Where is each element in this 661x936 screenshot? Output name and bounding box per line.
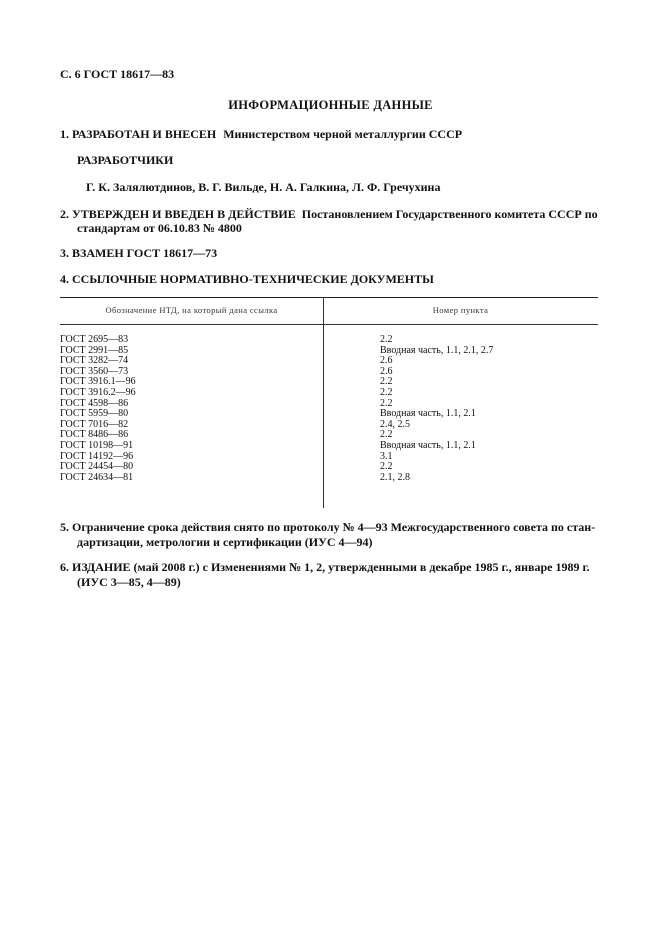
table-body	[60, 335, 598, 483]
page-title: ИНФОРМАЦИОННЫЕ ДАННЫЕ	[228, 98, 433, 112]
document-cell: ГОСТ 8486—86	[60, 429, 129, 441]
clause-cell: 2.2	[380, 429, 393, 441]
clause-cell: 2.6	[380, 355, 393, 367]
section-5-line2: дартизации, метрологии и сертификации (ИУС 4—94)	[77, 535, 373, 549]
document-cell: ГОСТ 3282—74	[60, 355, 129, 367]
section-2-text-line1: Постановлением Государственного комитета СССР по	[301, 207, 598, 221]
document-cell: ГОСТ 10198—91	[60, 439, 134, 451]
table-top-rule	[60, 297, 598, 298]
clause-cell: 2.2	[380, 334, 393, 345]
document-cell: ГОСТ 2991—85	[60, 344, 129, 356]
document-cell: ГОСТ 2695—83	[60, 334, 129, 345]
table-header-clause: Номер пункта	[432, 305, 489, 315]
table-row	[60, 409, 598, 420]
table-row	[60, 377, 598, 388]
document-cell: ГОСТ 4598—86	[60, 397, 129, 409]
document-cell: ГОСТ 7016—82	[60, 418, 129, 430]
table-row	[60, 452, 598, 463]
clause-cell: 2.1, 2.8	[380, 471, 410, 483]
table-row	[60, 346, 598, 357]
document-cell: ГОСТ 24454—80	[60, 461, 134, 473]
clause-cell: 2.4, 2.5	[380, 418, 410, 430]
table-header-rule	[60, 324, 598, 325]
table-header-document: Обозначение НТД, на который дана ссылка	[105, 305, 278, 315]
clause-cell: Вводная часть, 1.1, 2.1, 2.7	[380, 344, 494, 356]
section-2-text-line2: стандартам от 06.10.83 № 4800	[77, 221, 242, 235]
table-row	[60, 399, 598, 410]
clause-cell: Вводная часть, 1.1, 2.1	[380, 439, 476, 451]
document-cell: ГОСТ 3916.1—96	[60, 376, 136, 388]
section-1-label: 1. РАЗРАБОТАН И ВНЕСЕН	[60, 127, 217, 141]
section-4-label: 4. ССЫЛОЧНЫЕ НОРМАТИВНО-ТЕХНИЧЕСКИЕ ДОКУМЕНТЫ	[60, 272, 434, 286]
clause-cell: 2.2	[380, 397, 393, 409]
clause-cell: Вводная часть, 1.1, 2.1	[380, 408, 476, 420]
table-row	[60, 356, 598, 367]
developers-heading: РАЗРАБОТЧИКИ	[77, 153, 174, 167]
document-cell: ГОСТ 14192—96	[60, 450, 134, 462]
clause-cell: 2.2	[380, 376, 393, 388]
table-row	[60, 335, 598, 346]
section-5-line1: 5. Ограничение срока действия снято по протоколу № 4—93 Межгосударственного совета по стан-	[60, 520, 596, 534]
section-1-text: Министерством черной металлургии СССР	[223, 127, 463, 141]
table-row	[60, 462, 598, 473]
section-1	[60, 127, 462, 142]
table-row	[60, 420, 598, 431]
page-header: С. 6 ГОСТ 18617—83	[60, 67, 175, 81]
table-row	[60, 441, 598, 452]
section-2	[60, 207, 598, 222]
document-cell: ГОСТ 24634—81	[60, 471, 134, 483]
table-row	[60, 367, 598, 378]
table-row	[60, 388, 598, 399]
section-3-label: 3. ВЗАМЕН ГОСТ 18617—73	[60, 246, 218, 260]
clause-cell: 3.1	[380, 450, 393, 462]
clause-cell: 2.2	[380, 386, 393, 398]
table-row	[60, 473, 598, 484]
section-2-label: 2. УТВЕРЖДЕН И ВВЕДЕН В ДЕЙСТВИЕ	[60, 207, 296, 221]
section-6-line2: (ИУС 3—85, 4—89)	[77, 575, 181, 589]
section-6-line1: 6. ИЗДАНИЕ (май 2008 г.) с Изменениями № 1, 2, утвержденными в декабре 1985 г., январе 1989 г.	[60, 560, 590, 574]
document-cell: ГОСТ 3916.2—96	[60, 386, 136, 398]
clause-cell: 2.6	[380, 365, 393, 377]
clause-cell: 2.2	[380, 461, 393, 473]
table-row	[60, 430, 598, 441]
document-cell: ГОСТ 5959—80	[60, 408, 129, 420]
developers-list: Г. К. Залялютдинов, В. Г. Вильде, Н. А. Галкина, Л. Ф. Гречухина	[86, 180, 441, 194]
document-cell: ГОСТ 3560—73	[60, 365, 129, 377]
references-table	[60, 297, 598, 508]
